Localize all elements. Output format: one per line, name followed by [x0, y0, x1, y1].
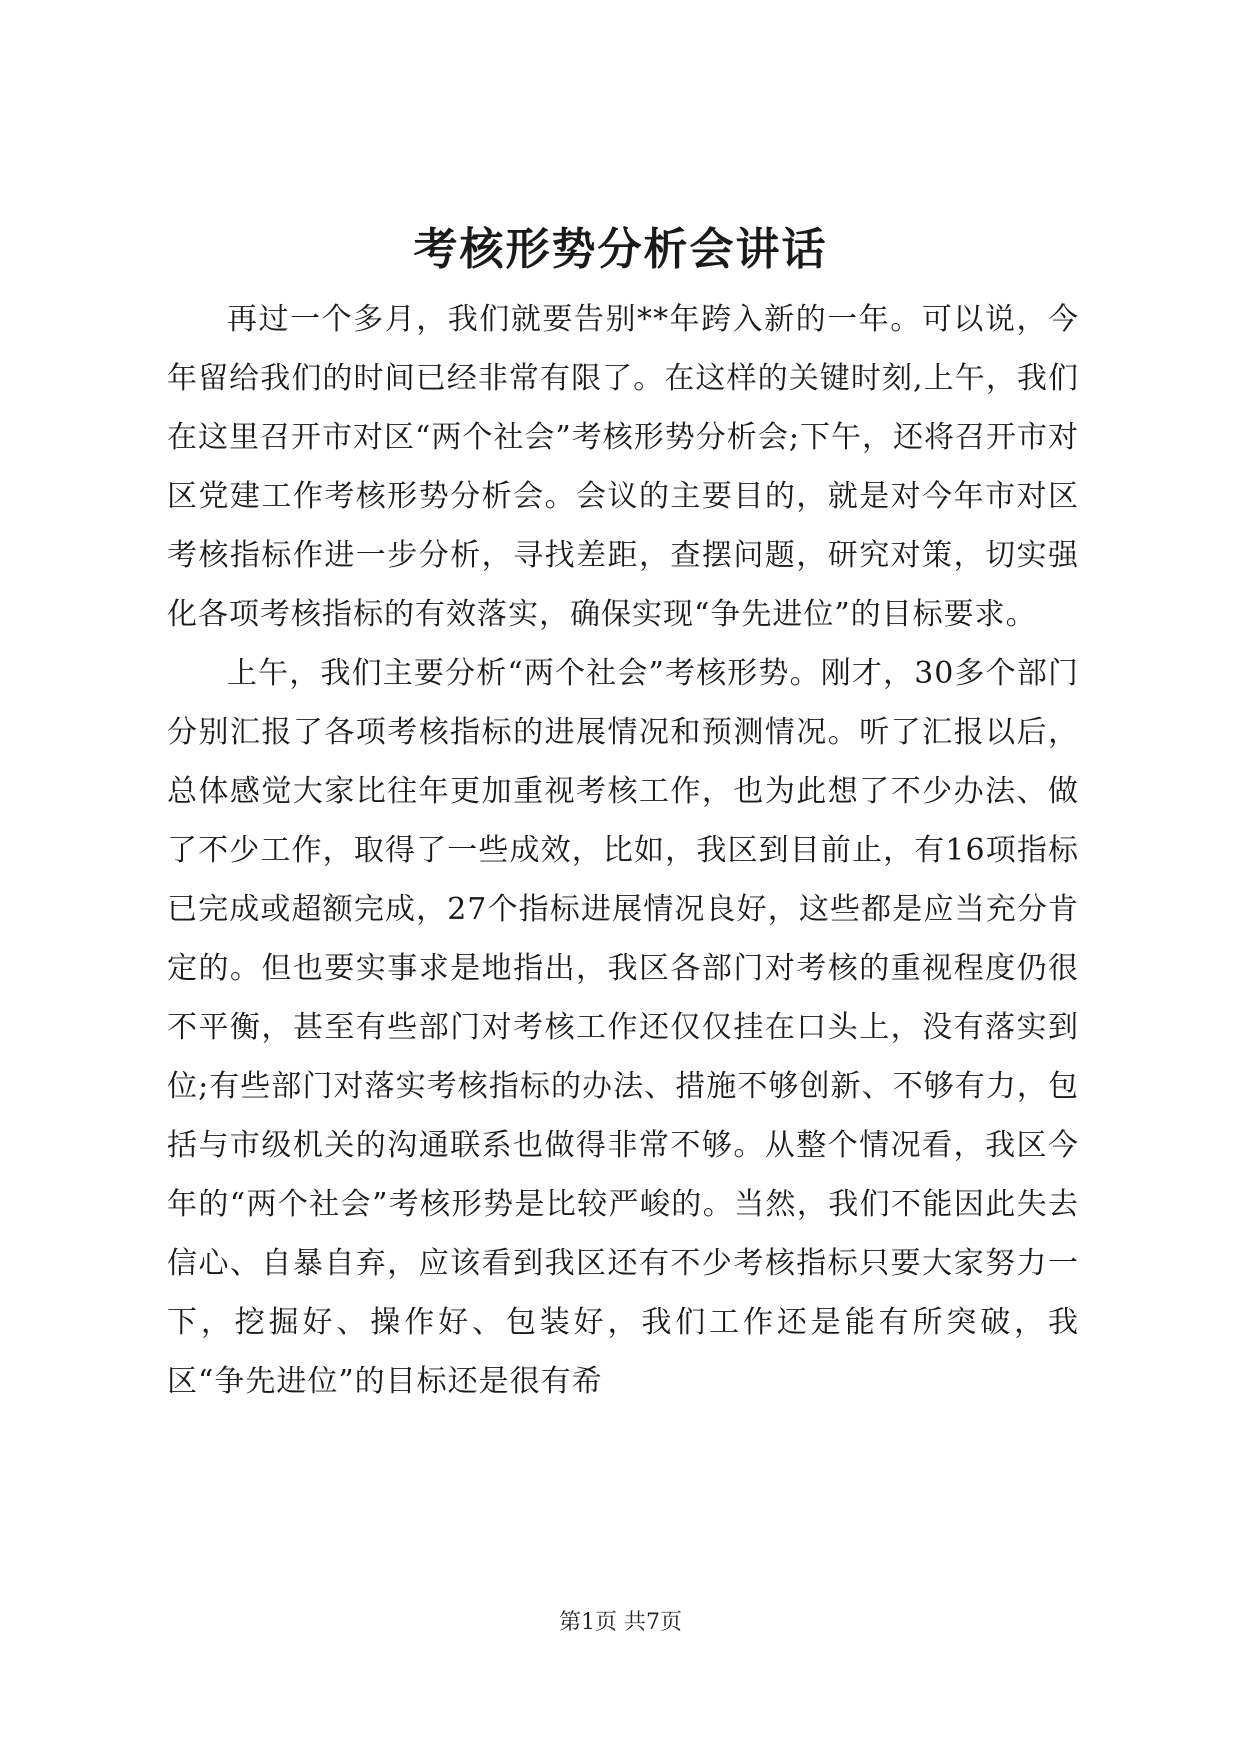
paragraph-1: 再过一个多月，我们就要告别**年跨入新的一年。可以说，今年留给我们的时间已经非常有限了。在这样的关键时刻,上午，我们在这里召开市对区“两个社会”考核形势分析会;下午，还将召开市对区党建工作考核形势分析会。会议的主要目的，就是对今年市对区考核指标作进一步分析，寻找差距，查摆问题，研究对策，切实强化各项考核指标的有效落实，确保实现“争先进位”的目标要求。	[167, 302, 1079, 632]
paragraph-2: 上午，我们主要分析“两个社会”考核形势。刚才，30多个部门分别汇报了各项考核指标的进展情况和预测情况。听了汇报以后，总体感觉大家比往年更加重视考核工作，也为此想了不少办法、做了不少工作，取得了一些成效，比如，我区到目前止，有16项指标已完成或超额完成，27个指标进展情况良好，这些都是应当充分肯定的。但也要实事求是地指出，我区各部门对考核的重视程度仍很不平衡，甚至有些部门对考核工作还仅仅挂在口头上，没有落实到位;有些部门对落实考核指标的办法、措施不够创新、不够有力，包括与市级机关的沟通联系也做得非常不够。从整个情况看，我区今年的“两个社会”考核形势是比较严峻的。当然，我们不能因此失去信心、自暴自弃，应该看到我区还有不少考核指标只要大家努力一下，挖掘好、操作好、包装好，我们工作还是能有所突破，我区“争先进位”的目标还是很有希	[167, 656, 1079, 1399]
document-body	[167, 290, 1079, 1411]
document-title: 考核形势分析会讲话	[413, 224, 828, 275]
page-number-footer: 第1页 共7页	[559, 1610, 682, 1635]
